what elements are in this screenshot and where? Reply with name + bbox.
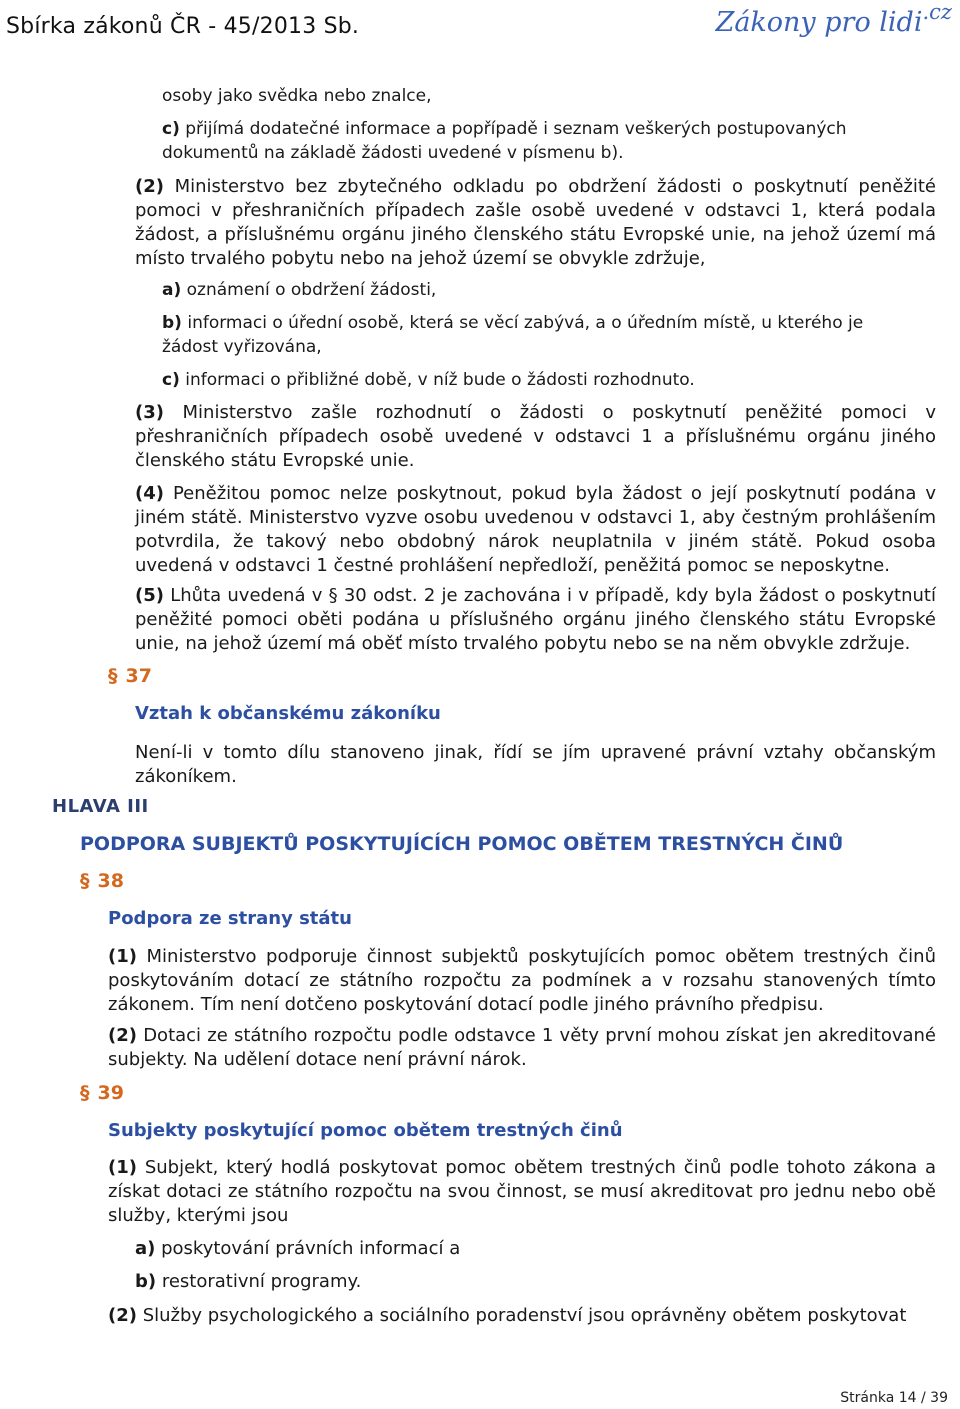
section-number: 38 bbox=[97, 870, 124, 892]
section-heading: Podpora ze strany státu bbox=[108, 908, 352, 929]
section-sign-icon: § bbox=[108, 665, 118, 687]
paragraph bbox=[162, 311, 892, 359]
item-text: informaci o přibližné době, v níž bude o žádosti rozhodnuto. bbox=[179, 370, 695, 390]
item-text: přijímá dodatečné informace a popřípadě i seznam veškerých postupovaných dokumentů na základě žádosti uvedené v písmenu b). bbox=[162, 119, 847, 163]
paragraph bbox=[162, 117, 862, 165]
item-label: (3) bbox=[135, 402, 164, 423]
item-text: Dotaci ze státního rozpočtu podle odstavce 1 věty první mohou získat jen akreditované subjekty. Na udělení dotace není právní nárok. bbox=[108, 1025, 936, 1070]
item-text: restorativní programy. bbox=[156, 1271, 362, 1292]
section-number-37[interactable] bbox=[108, 665, 152, 687]
section-number-38[interactable] bbox=[80, 870, 124, 892]
item-text: Ministerstvo zašle rozhodnutí o žádosti o poskytnutí peněžité pomoci v přeshraničních případech osobě uvedené v odstavci 1 a příslušnému orgánu jiného členského státu Evropské unie. bbox=[135, 402, 936, 471]
item-text: Ministerstvo podporuje činnost subjektů poskytujících pomoc obětem trestných činů poskytováním dotací ze státního rozpočtu za podmínek a v rozsahu stanovených tímto zákonem. Tím není dotčeno poskytování dotací podle jiného právního předpisu. bbox=[108, 946, 936, 1015]
item-label: (1) bbox=[108, 1157, 137, 1178]
section-sign-icon: § bbox=[80, 1082, 90, 1104]
item-label: (5) bbox=[135, 585, 164, 606]
item-text: oznámení o obdržení žádosti, bbox=[181, 280, 437, 300]
item-label: a) bbox=[135, 1238, 156, 1259]
document-title: Sbírka zákonů ČR - 45/2013 Sb. bbox=[6, 14, 360, 39]
paragraph bbox=[108, 1156, 936, 1228]
paragraph bbox=[108, 1304, 906, 1328]
item-label: b) bbox=[135, 1271, 157, 1292]
item-text: Služby psychologického a sociálního poradenství jsou oprávněny obětem poskytovat bbox=[136, 1305, 907, 1326]
item-text: informaci o úřední osobě, která se věcí zabývá, a o úředním místě, u kterého je žádost vyřizována, bbox=[162, 313, 864, 357]
paragraph bbox=[162, 368, 695, 392]
paragraph bbox=[135, 1270, 361, 1294]
section-heading: Subjekty poskytující pomoc obětem trestných činů bbox=[108, 1120, 623, 1141]
paragraph: Není-li v tomto dílu stanoveno jinak, řídí se jím upravené právní vztahy občanským zákoníkem. bbox=[135, 742, 936, 787]
item-label: (4) bbox=[135, 483, 164, 504]
paragraph bbox=[162, 278, 436, 302]
item-label: c) bbox=[162, 370, 180, 390]
item-label: c) bbox=[162, 119, 180, 139]
section-heading: Vztah k občanskému zákoníku bbox=[135, 703, 441, 724]
item-label: (2) bbox=[108, 1305, 137, 1326]
section-number-39[interactable] bbox=[80, 1082, 124, 1104]
part-title: PODPORA SUBJEKTŮ POSKYTUJÍCÍCH POMOC OBĚTEM TRESTNÝCH ČINŮ bbox=[80, 833, 844, 855]
item-label: b) bbox=[162, 313, 182, 333]
paragraph bbox=[135, 584, 936, 656]
chapter-title: HLAVA III bbox=[52, 796, 149, 817]
section-number: 37 bbox=[125, 665, 152, 687]
site-logo[interactable] bbox=[716, 0, 952, 38]
item-text: Subjekt, který hodlá poskytovat pomoc obětem trestných činů podle tohoto zákona a získat dotaci ze státního rozpočtu na svou činnost, se musí akreditovat pro jednu nebo obě služby, kterými jsou bbox=[108, 1157, 936, 1226]
paragraph bbox=[135, 175, 936, 271]
paragraph bbox=[108, 1024, 936, 1072]
section-sign-icon: § bbox=[80, 870, 90, 892]
logo-suffix: .cz bbox=[922, 0, 952, 24]
item-text: Peněžitou pomoc nelze poskytnout, pokud byla žádost o její poskytnutí podána v jiném státě. Ministerstvo vyzve osobu uvedenou v odstavci 1, aby čestným prohlášením potvrdila, že takový nebo obdobný nárok neuplatnila v jiném státě. Pokud osoba uvedená v odstavci 1 čestné prohlášení nepředloží, peněžitá pomoc se neposkytne. bbox=[135, 483, 936, 576]
logo-text: Zákony pro lidi bbox=[715, 7, 923, 38]
item-label: (2) bbox=[135, 176, 164, 197]
item-label: a) bbox=[162, 280, 182, 300]
paragraph bbox=[135, 1237, 460, 1261]
paragraph bbox=[135, 401, 936, 473]
item-text: Lhůta uvedená v § 30 odst. 2 je zachována i v případě, kdy byla žádost o poskytnutí peněžité pomoci oběti podána u příslušného orgánu jiného členského státu Evropské unie, na jehož území má oběť místo trvalého pobytu nebo se na něm obvykle zdržuje. bbox=[135, 585, 936, 654]
item-text: poskytování právních informací a bbox=[155, 1238, 461, 1259]
item-label: (1) bbox=[108, 946, 137, 967]
item-label: (2) bbox=[108, 1025, 137, 1046]
page-header bbox=[0, 0, 960, 52]
paragraph bbox=[135, 482, 936, 578]
page-number: Stránka 14 / 39 bbox=[840, 1390, 948, 1406]
paragraph bbox=[108, 945, 936, 1017]
section-number: 39 bbox=[97, 1082, 124, 1104]
item-text: Ministerstvo bez zbytečného odkladu po obdržení žádosti o poskytnutí peněžité pomoci v přeshraničních případech zašle osobě uvedené v odstavci 1, která podala žádost, a příslušnému orgánu jiného členského státu Evropské unie, na jehož území má místo trvalého pobytu nebo na jehož území se obvykle zdržuje, bbox=[135, 176, 936, 269]
paragraph: osoby jako svědka nebo znalce, bbox=[162, 86, 432, 106]
